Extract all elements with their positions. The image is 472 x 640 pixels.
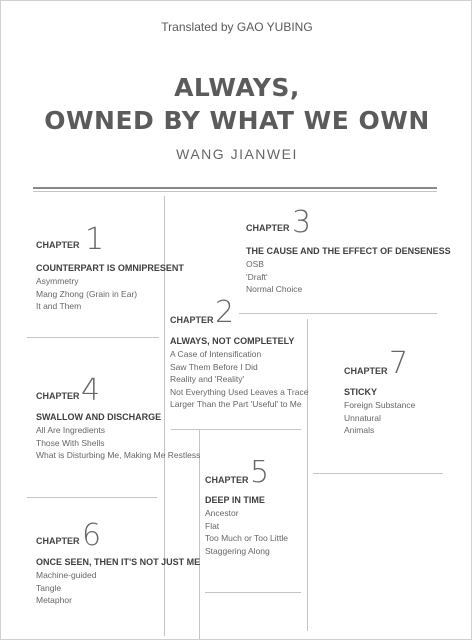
toc-item: Ancestor	[205, 508, 239, 518]
chapter-number: 4	[81, 373, 101, 408]
chapter-label: CHAPTER	[170, 315, 214, 325]
toc-item: Those With Shells	[36, 437, 105, 448]
toc-item: All Are Ingredients	[36, 425, 105, 435]
toc-item: Reality and 'Reality'	[170, 374, 245, 385]
chapter-label: CHAPTER	[36, 536, 80, 546]
chapter-heading: ONCE SEEN, THEN IT'S NOT JUST ME	[36, 557, 201, 567]
toc-item: Larger Than the Part 'Useful' to Me	[170, 399, 302, 410]
chapter-3	[246, 205, 451, 296]
chapter-label: CHAPTER	[36, 391, 80, 401]
toc-item: Too Much or Too Little	[205, 533, 288, 544]
chapter-4	[36, 373, 201, 462]
toc-item: 'Draft'	[246, 271, 268, 282]
toc-item: Not Everything Used Leaves a Trace	[170, 386, 309, 397]
chapter-number: 1	[85, 222, 105, 257]
title-line-1: ALWAYS,	[174, 73, 300, 102]
toc-item: Saw Them Before I Did	[170, 361, 258, 372]
divider-6	[205, 592, 301, 593]
chapter-7	[344, 346, 416, 437]
toc-item: It and Them	[36, 301, 82, 312]
divider-5	[313, 473, 443, 474]
chapter-number: 7	[389, 346, 409, 381]
chapter-label: CHAPTER	[205, 475, 249, 485]
chapter-1	[36, 222, 184, 313]
chapter-label: CHAPTER	[246, 223, 290, 233]
toc-item: Flat	[205, 520, 220, 531]
chapter-heading: DEEP IN TIME	[205, 495, 265, 505]
header-rule	[33, 187, 437, 189]
translator-credit: Translated by GAO YUBING	[161, 20, 313, 34]
chapter-label: CHAPTER	[344, 366, 388, 376]
chapter-number: 3	[292, 205, 312, 240]
toc-item: OSB	[246, 259, 264, 269]
chapter-heading: COUNTERPART IS OMNIPRESENT	[36, 263, 184, 273]
toc-item: Mang Zhong (Grain in Ear)	[36, 288, 138, 299]
divider-4	[27, 497, 157, 498]
toc-item: Animals	[344, 425, 375, 436]
toc-item: A Case of Intensification	[170, 349, 262, 359]
chapter-number: 2	[215, 295, 235, 330]
toc-item: What is Disturbing Me, Making Me Restless	[36, 450, 201, 461]
chapter-6	[36, 518, 201, 607]
chapter-number: 5	[250, 455, 270, 490]
toc-item: Foreign Substance	[344, 400, 416, 410]
chapter-heading: STICKY	[344, 387, 378, 397]
toc-item: Metaphor	[36, 595, 72, 606]
title-line-2: OWNED BY WHAT WE OWN	[44, 106, 430, 135]
toc-item: Machine-guided	[36, 570, 97, 580]
toc-item: Asymmetry	[36, 276, 79, 286]
chapter-heading: THE CAUSE AND THE EFFECT OF DENSENESS	[246, 246, 451, 256]
toc-item: Unnatural	[344, 412, 381, 423]
header-rule-thin	[33, 191, 437, 192]
author-name: WANG JIANWEI	[176, 146, 298, 162]
chapter-number: 6	[82, 518, 102, 553]
toc-item: Tangle	[36, 582, 62, 593]
chapter-5	[205, 455, 288, 557]
chapter-label: CHAPTER	[36, 240, 80, 250]
toc-item: Staggering Along	[205, 545, 270, 556]
chapter-heading: SWALLOW AND DISCHARGE	[36, 412, 162, 422]
divider-1	[27, 337, 159, 338]
chapter-heading: ALWAYS, NOT COMPLETELY	[170, 336, 295, 346]
toc-item: Normal Choice	[246, 284, 303, 295]
